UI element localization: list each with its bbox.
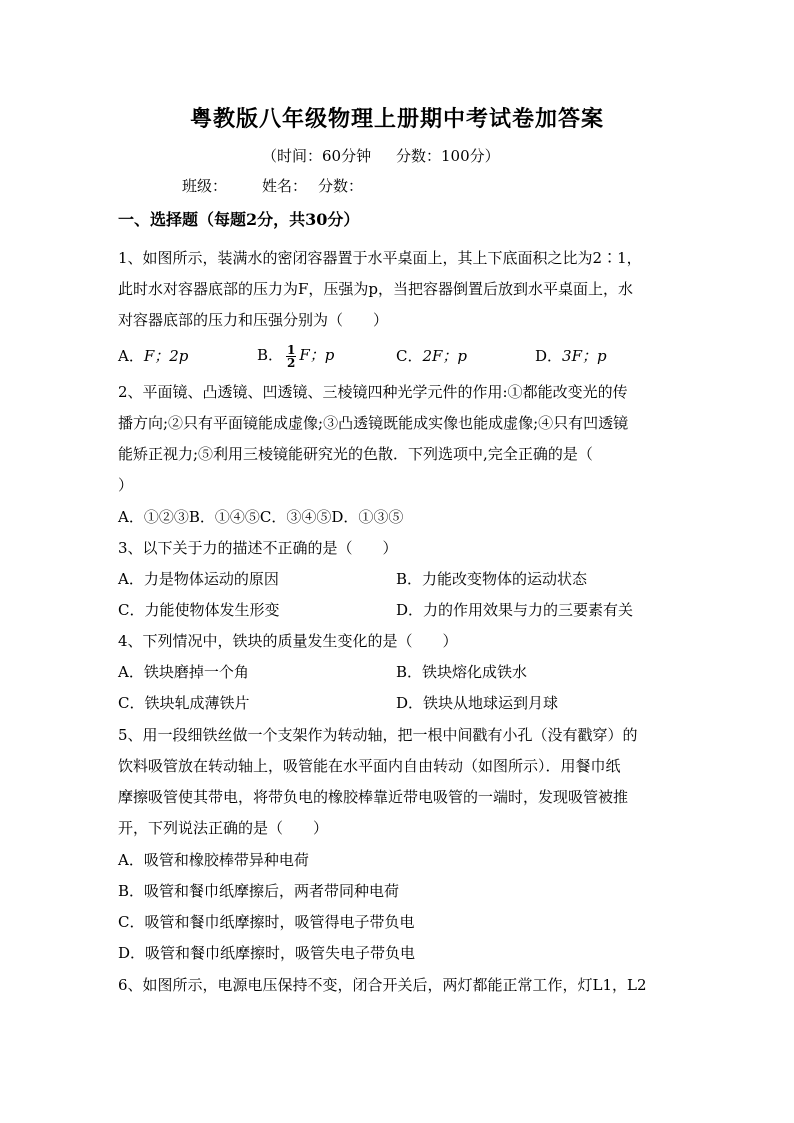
q1-option-c-label: C． — [396, 347, 423, 365]
q5-option-a: A．吸管和橡胶棒带异种电荷 — [118, 851, 309, 869]
q2-stem-line-1: 2、平面镜、凸透镜、凹透镜、三棱镜四种光学元件的作用:①都能改变光的传 — [118, 383, 628, 401]
q3-option-c: C．力能使物体发生形变 — [118, 601, 280, 619]
exam-total-score: 分数：100分） — [396, 147, 500, 165]
exam-time: （时间：60分钟 — [262, 147, 372, 165]
fraction-numerator: 1 — [287, 342, 296, 357]
q5-option-c: C．吸管和餐巾纸摩擦时，吸管得电子带负电 — [118, 913, 415, 931]
q1-stem-line-1: 1、如图所示，装满水的密闭容器置于水平桌面上，其上下底面积之比为2∶1， — [118, 249, 642, 267]
q1-stem-line-2: 此时水对容器底部的压力为F，压强为p，当把容器倒置后放到水平桌面上，水 — [118, 280, 634, 298]
q3-option-b: B．力能改变物体的运动状态 — [396, 570, 588, 588]
class-label: 班级： — [182, 177, 228, 195]
q3-option-a: A．力是物体运动的原因 — [118, 570, 279, 588]
section-heading: 一、选择题（每题2分，共30分） — [118, 210, 360, 229]
q1-option-d-text: 3F；p — [562, 347, 607, 365]
q4-option-c: C．铁块轧成薄铁片 — [118, 694, 250, 712]
q2-options: A．①②③B．①④⑤C．③④⑤D．①③⑤ — [118, 508, 404, 526]
q4-option-a: A．铁块磨掉一个角 — [118, 663, 249, 681]
q1-option-a-text: F；2p — [143, 347, 189, 365]
q6-stem: 6、如图所示，电源电压保持不变，闭合开关后，两灯都能正常工作，灯L1，L2 — [118, 976, 647, 994]
fraction-denominator: 2 — [287, 355, 296, 370]
q4-option-d: D．铁块从地球运到月球 — [396, 694, 559, 712]
score-label: 分数： — [318, 177, 364, 195]
q1-stem-line-3: 对容器底部的压力和压强分别为（ ） — [118, 311, 389, 329]
q1-option-c — [396, 346, 467, 366]
q4-option-b: B．铁块熔化成铁水 — [396, 663, 528, 681]
q1-option-a-label: A． — [118, 347, 144, 365]
q5-stem-line-3: 摩擦吸管使其带电，将带负电的橡胶棒靠近带电吸管的一端时，发现吸管被推 — [118, 788, 629, 806]
q2-stem-line-3: 能矫正视力;⑤利用三棱镜能研究光的色散．下列选项中,完全正确的是（ — [118, 445, 593, 463]
q5-option-b: B．吸管和餐巾纸摩擦后，两者带同种电荷 — [118, 882, 400, 900]
q3-option-d: D．力的作用效果与力的三要素有关 — [396, 601, 634, 619]
q3-stem: 3、以下关于力的描述不正确的是（ ） — [118, 539, 398, 557]
q1-option-d — [535, 346, 607, 366]
q1-option-d-label: D． — [535, 347, 563, 365]
q2-stem-line-4: ） — [118, 476, 134, 494]
q5-stem-line-1: 5、用一段细铁丝做一个支架作为转动轴，把一根中间戳有小孔（没有戳穿）的 — [118, 726, 638, 744]
q1-option-c-text: 2F；p — [422, 347, 468, 365]
q1-option-a — [118, 346, 188, 366]
q5-stem-line-2: 饮料吸管放在转动轴上，吸管能在水平面内自由转动（如图所示）．用餐巾纸 — [118, 757, 621, 775]
q2-stem-line-2: 播方向;②只有平面镜能成虚像;③凸透镜既能成实像也能成虚像;④只有凹透镜 — [118, 414, 629, 432]
q5-stem-line-4: 开，下列说法正确的是（ ） — [118, 819, 329, 837]
one-half-fraction — [286, 344, 296, 369]
page-title: 粤教版八年级物理上册期中考试卷加答案 — [189, 106, 604, 132]
q1-option-b — [257, 340, 334, 370]
q4-stem: 4、下列情况中，铁块的质量发生变化的是（ ） — [118, 632, 458, 650]
q5-option-d: D．吸管和餐巾纸摩擦时，吸管失电子带负电 — [118, 944, 416, 962]
name-label: 姓名： — [262, 177, 308, 195]
q1-option-b-label: B． — [257, 346, 284, 364]
q1-option-b-text: F；p — [299, 346, 335, 364]
